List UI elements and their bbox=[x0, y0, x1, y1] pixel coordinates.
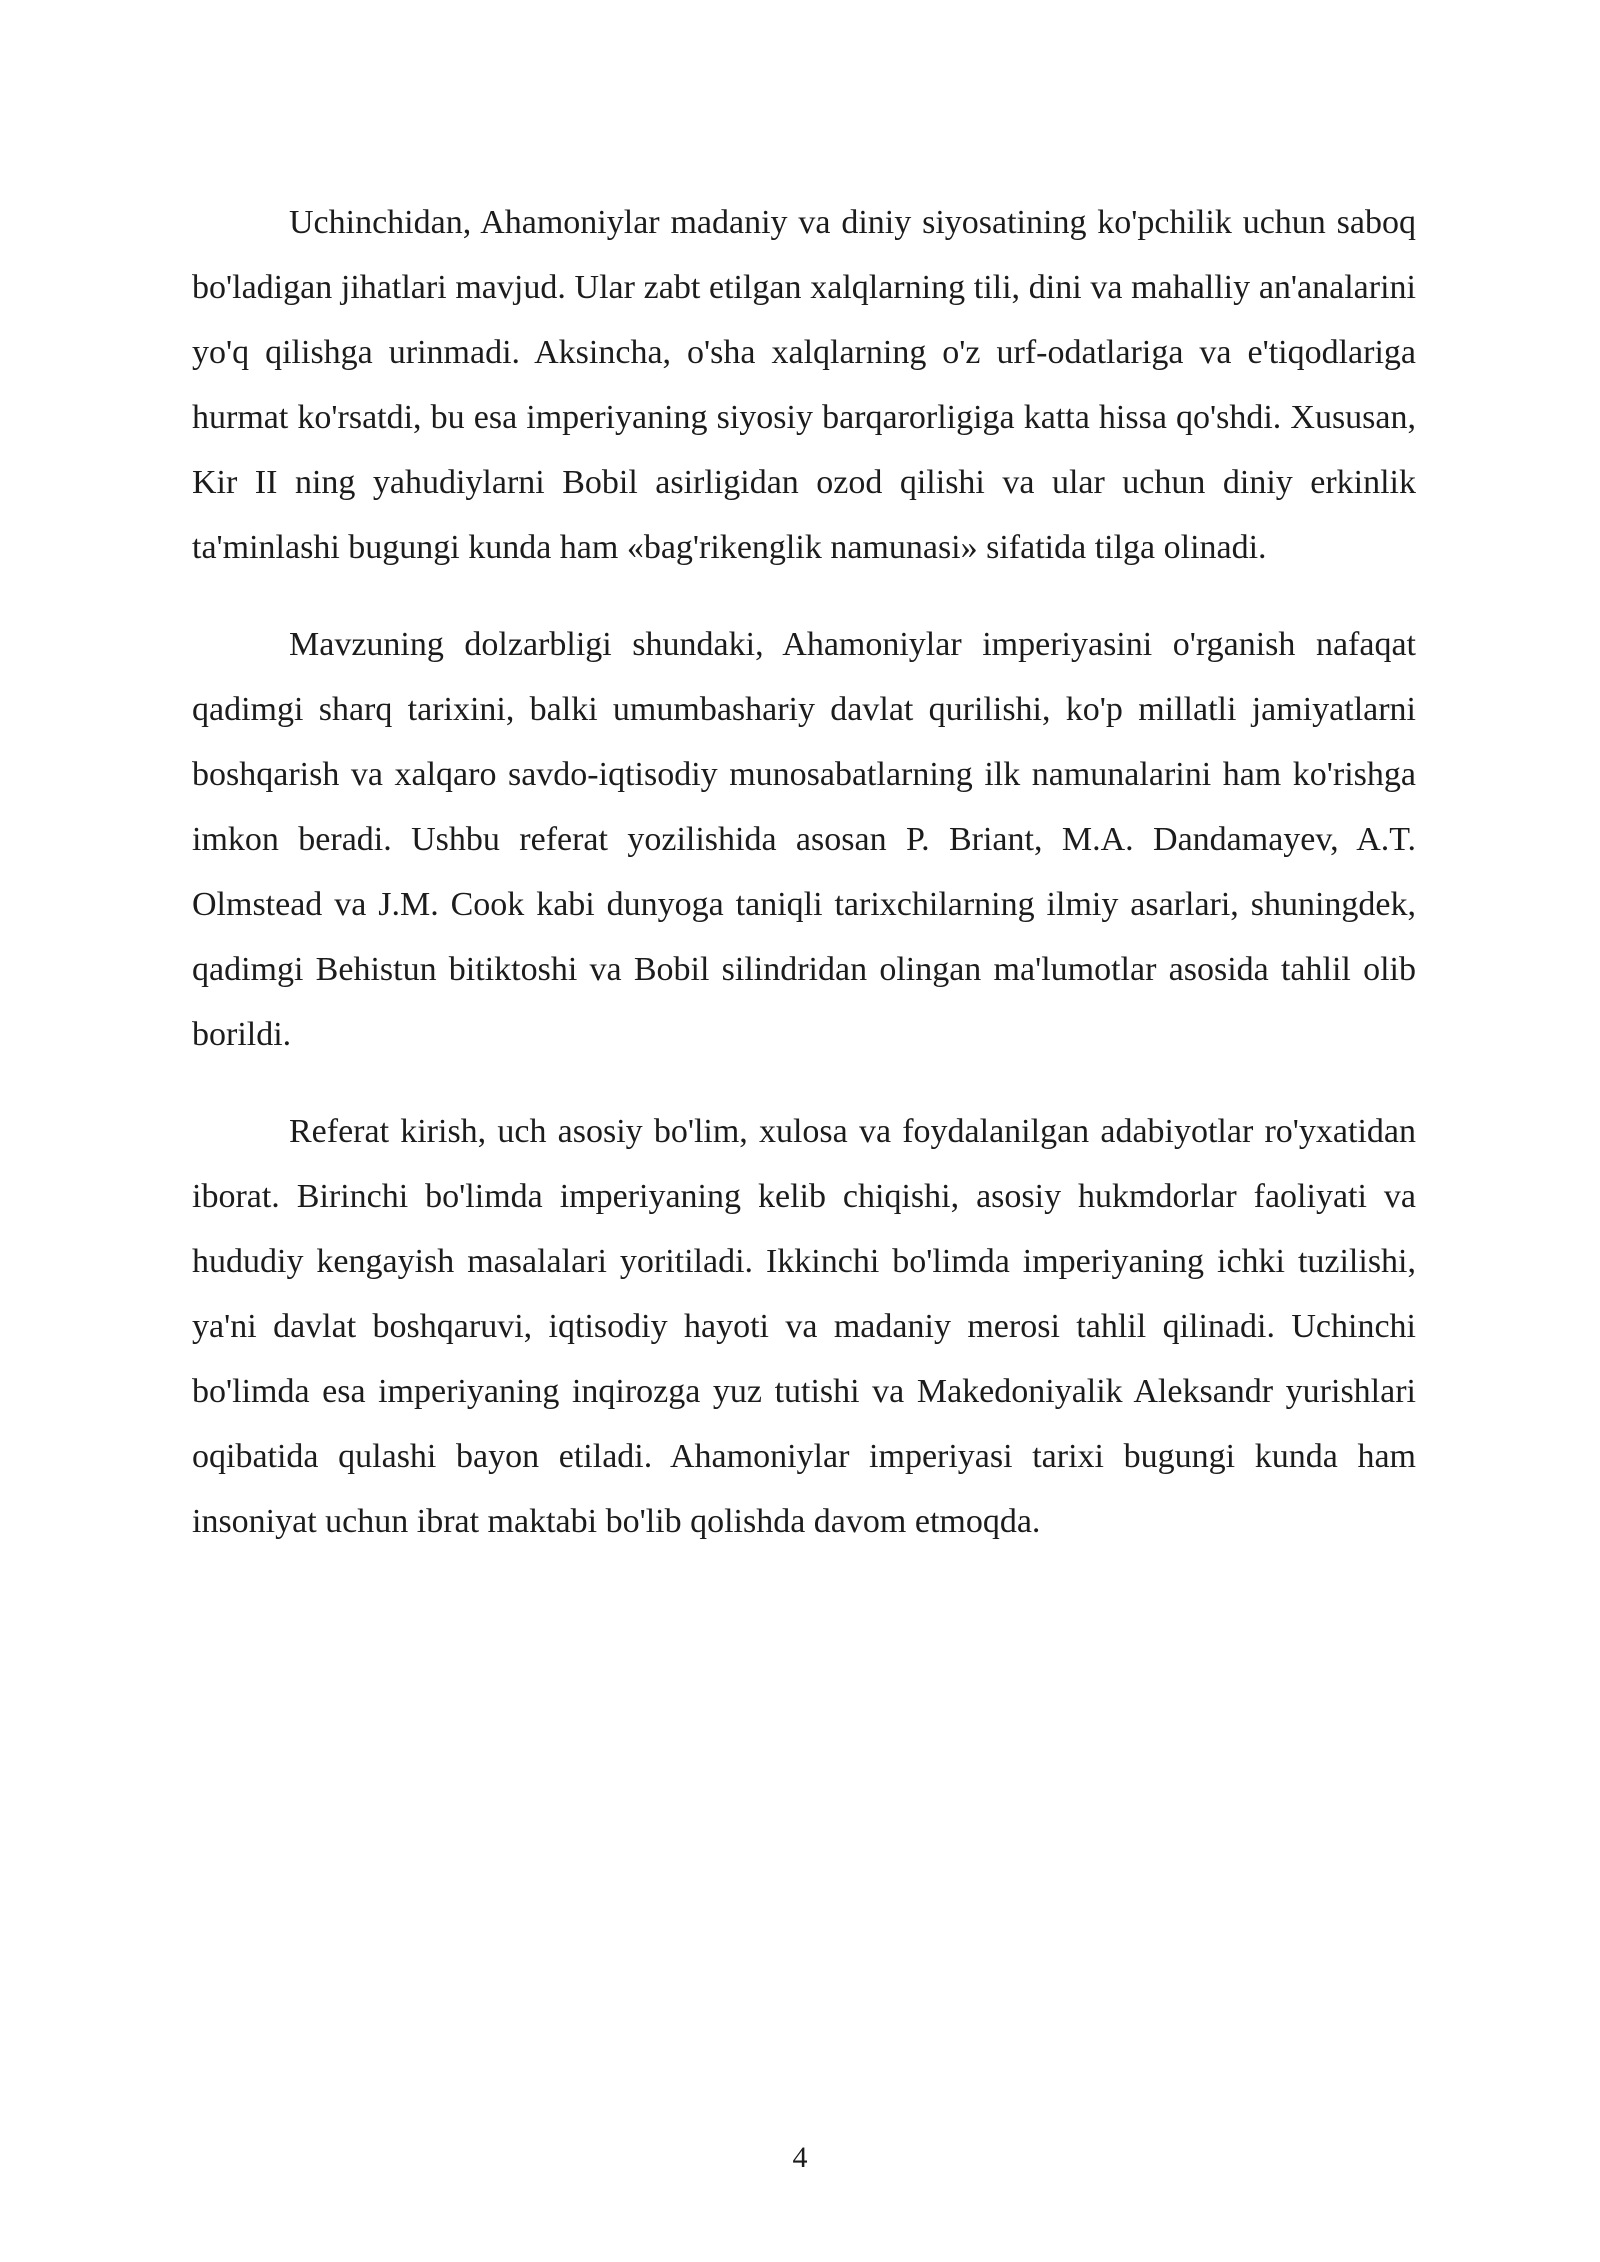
paragraph-1: Uchinchidan, Ahamoniylar madaniy va diniy siyosatining ko'pchilik uchun saboq bo'ladigan jihatlari mavjud. Ular zabt etilgan xalqlarning tili, dini va mahalliy an'analarini yo'q qilishga urinmadi. Aksincha, o'sha xalqlarning o'z urf-odatlariga va e'tiqodlariga hurmat ko'rsatdi, bu esa imperiyaning siyosiy barqarorligiga katta hissa qo'shdi. Xususan, Kir II ning yahudiylarni Bobil asirligidan ozod qilishi va ular uchun diniy erkinlik ta'minlashi bugungi kunda ham «bag'rikenglik namunasi» sifatida tilga olinadi. bbox=[192, 204, 1416, 566]
paragraph-3: Referat kirish, uch asosiy bo'lim, xulosa va foydalanilgan adabiyotlar ro'yxatidan iborat. Birinchi bo'limda imperiyaning kelib chiqishi, asosiy hukmdorlar faoliyati va hududiy kengayish masalalari yoritiladi. Ikkinchi bo'limda imperiyaning ichki tuzilishi, ya'ni davlat boshqaruvi, iqtisodiy hayoti va madaniy merosi tahlil qilinadi. Uchinchi bo'limda esa imperiyaning inqirozga yuz tutishi va Makedoniyalik Aleksandr yurishlari oqibatida qulashi bayon etiladi. Ahamoniylar imperiyasi tarixi bugungi kunda ham insoniyat uchun ibrat maktabi bo'lib qolishda davom etmoqda. bbox=[192, 1113, 1416, 1540]
body-text bbox=[192, 190, 1416, 1586]
paragraph-2: Mavzuning dolzarbligi shundaki, Ahamoniylar imperiyasini o'rganish nafaqat qadimgi sharq tarixini, balki umumbashariy davlat qurilishi, ko'p millatli jamiyatlarni boshqarish va xalqaro savdo-iqtisodiy munosabatlarning ilk namunalarini ham ko'rishga imkon beradi. Ushbu referat yozilishida asosan P. Briant, M.A. Dandamayev, A.T. Olmstead va J.M. Cook kabi dunyoga taniqli tarixchilarning ilmiy asarlari, shuningdek, qadimgi Behistun bitiktoshi va Bobil silindridan olingan ma'lumotlar asosida tahlil olib borildi. bbox=[192, 626, 1416, 1053]
page-number: 4 bbox=[792, 2141, 808, 2174]
